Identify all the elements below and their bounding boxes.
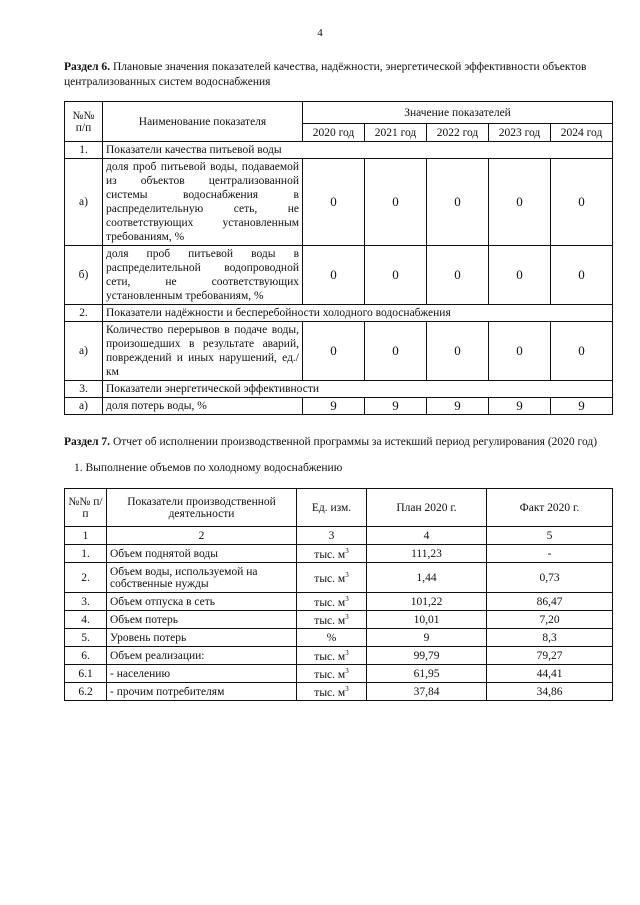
table-row (65, 611, 613, 629)
table-row (65, 398, 613, 415)
column-number: 4 (367, 527, 487, 545)
row-value: 0 (489, 246, 551, 305)
row-value: 0 (365, 159, 427, 246)
row-value: 0 (489, 322, 551, 381)
column-number: 1 (65, 527, 107, 545)
row-number: 3. (65, 593, 107, 611)
row-fact: 34,86 (487, 683, 613, 701)
row-plan: 101,22 (367, 593, 487, 611)
table-row (65, 159, 613, 246)
section-7-heading (64, 435, 634, 450)
row-unit (297, 647, 367, 665)
row-value: 9 (365, 398, 427, 415)
row-plan: 1,44 (367, 563, 487, 593)
header-year: 2024 год (551, 124, 613, 142)
row-value: 0 (427, 159, 489, 246)
section-7-label: Раздел 7. (64, 436, 111, 448)
row-name: Объем воды, используемой на собственные нужды (107, 563, 297, 593)
column-number: 3 (297, 527, 367, 545)
row-number: 1. (65, 545, 107, 563)
unit-superscript: 3 (345, 612, 349, 621)
table-row (65, 683, 613, 701)
row-value: 0 (427, 246, 489, 305)
section-6-heading (64, 60, 624, 90)
row-number: 6. (65, 647, 107, 665)
section-6-table (64, 101, 613, 415)
unit-text: тыс. м (314, 596, 346, 609)
row-value: 0 (365, 322, 427, 381)
row-fact: 7,20 (487, 611, 613, 629)
unit-superscript: 3 (345, 546, 349, 555)
unit-superscript: 3 (345, 666, 349, 675)
section-6-table-body (65, 142, 613, 415)
section-7-table (64, 488, 613, 701)
row-value: 0 (489, 159, 551, 246)
header-year: 2022 год (427, 124, 489, 142)
row-value: 0 (551, 246, 613, 305)
row-unit (297, 629, 367, 647)
column-number: 2 (107, 527, 297, 545)
header-year: 2023 год (489, 124, 551, 142)
row-plan: 9 (367, 629, 487, 647)
header-plan: План 2020 г. (367, 489, 487, 527)
row-value: 0 (303, 246, 365, 305)
row-unit (297, 611, 367, 629)
section-7-subtitle: 1. Выполнение объемов по холодному водоснабжению (74, 462, 343, 474)
row-name: Объем потерь (107, 611, 297, 629)
row-name: Объем отпуска в сеть (107, 593, 297, 611)
row-value: 0 (551, 322, 613, 381)
row-number: 1. (65, 142, 103, 159)
row-plan: 10,01 (367, 611, 487, 629)
unit-text: тыс. м (314, 548, 346, 561)
header-fact: Факт 2020 г. (487, 489, 613, 527)
row-fact: 79,27 (487, 647, 613, 665)
row-plan: 61,95 (367, 665, 487, 683)
unit-superscript: 3 (345, 648, 349, 657)
row-label: доля проб питьевой воды, подаваемой из объектов централизованной системы водоснабжения в распределительную сеть, не соответствующих установленным требованиям, % (103, 159, 303, 246)
table-row (65, 593, 613, 611)
group-row (65, 305, 613, 322)
row-fact: 0,73 (487, 563, 613, 593)
row-label: Показатели надёжности и бесперебойности холодного водоснабжения (103, 305, 613, 322)
row-number: 3. (65, 381, 103, 398)
unit-text: тыс. м (314, 668, 346, 681)
row-number: 4. (65, 611, 107, 629)
row-value: 0 (427, 322, 489, 381)
unit-superscript: 3 (345, 594, 349, 603)
table-row (65, 545, 613, 563)
column-number: 5 (487, 527, 613, 545)
row-number: 2. (65, 563, 107, 593)
page-number: 4 (317, 27, 323, 39)
row-number: а) (65, 398, 103, 415)
row-name: Объем реализации: (107, 647, 297, 665)
row-value: 0 (365, 246, 427, 305)
header-year: 2020 год (303, 124, 365, 142)
table-row (65, 647, 613, 665)
row-value: 0 (303, 159, 365, 246)
row-name: Уровень потерь (107, 629, 297, 647)
row-name: - прочим потребителям (107, 683, 297, 701)
section-6-title: Плановые значения показателей качества, надёжности, энергетической эффективности объектов централизованных систем водоснабжения (64, 61, 587, 88)
header-num: №№ п/п (65, 102, 103, 142)
unit-text: тыс. м (314, 572, 346, 585)
row-plan: 37,84 (367, 683, 487, 701)
header-name: Наименование показателя (103, 102, 303, 142)
row-label: доля потерь воды, % (103, 398, 303, 415)
row-number: б) (65, 246, 103, 305)
row-label: Показатели энергетической эффективности (103, 381, 613, 398)
table-row (65, 665, 613, 683)
row-value: 9 (551, 398, 613, 415)
row-unit (297, 563, 367, 593)
row-unit (297, 683, 367, 701)
row-fact: 44,41 (487, 665, 613, 683)
row-label: Показатели качества питьевой воды (103, 142, 613, 159)
unit-text: тыс. м (314, 686, 346, 699)
header-year: 2021 год (365, 124, 427, 142)
unit-superscript: 3 (345, 570, 349, 579)
row-label: Количество перерывов в подаче воды, произошедших в результате аварий, повреждений и иных нарушений, ед./км (103, 322, 303, 381)
row-fact: 86,47 (487, 593, 613, 611)
section-6-label: Раздел 6. (64, 61, 111, 73)
row-fact: - (487, 545, 613, 563)
header-unit: Ед. изм. (297, 489, 367, 527)
row-value: 9 (303, 398, 365, 415)
row-number: 2. (65, 305, 103, 322)
table-row (65, 629, 613, 647)
section-7-title: Отчет об исполнении производственной программы за истекший период регулирования (2020 год) (110, 436, 598, 448)
row-number: а) (65, 159, 103, 246)
row-number: а) (65, 322, 103, 381)
row-name: - населению (107, 665, 297, 683)
table-row (65, 322, 613, 381)
group-row (65, 381, 613, 398)
header-num: №№ п/п (65, 489, 107, 527)
row-value: 9 (427, 398, 489, 415)
row-unit (297, 665, 367, 683)
row-number: 6.1 (65, 665, 107, 683)
table-row (65, 563, 613, 593)
unit-text: % (326, 631, 337, 644)
row-fact: 8,3 (487, 629, 613, 647)
row-unit (297, 545, 367, 563)
row-label: доля проб питьевой воды в распределительной водопроводной сети, не соответствующих установленным требованиям, % (103, 246, 303, 305)
row-name: Объем поднятой воды (107, 545, 297, 563)
row-value: 0 (303, 322, 365, 381)
row-plan: 99,79 (367, 647, 487, 665)
row-unit (297, 593, 367, 611)
row-value: 9 (489, 398, 551, 415)
row-number: 5. (65, 629, 107, 647)
section-7-table-body (65, 545, 613, 701)
row-plan: 111,23 (367, 545, 487, 563)
header-name: Показатели производственной деятельности (107, 489, 297, 527)
group-row (65, 142, 613, 159)
unit-text: тыс. м (314, 614, 346, 627)
table-row (65, 246, 613, 305)
unit-superscript: 3 (345, 684, 349, 693)
row-number: 6.2 (65, 683, 107, 701)
row-value: 0 (551, 159, 613, 246)
header-value: Значение показателей (303, 102, 613, 124)
unit-text: тыс. м (314, 650, 346, 663)
